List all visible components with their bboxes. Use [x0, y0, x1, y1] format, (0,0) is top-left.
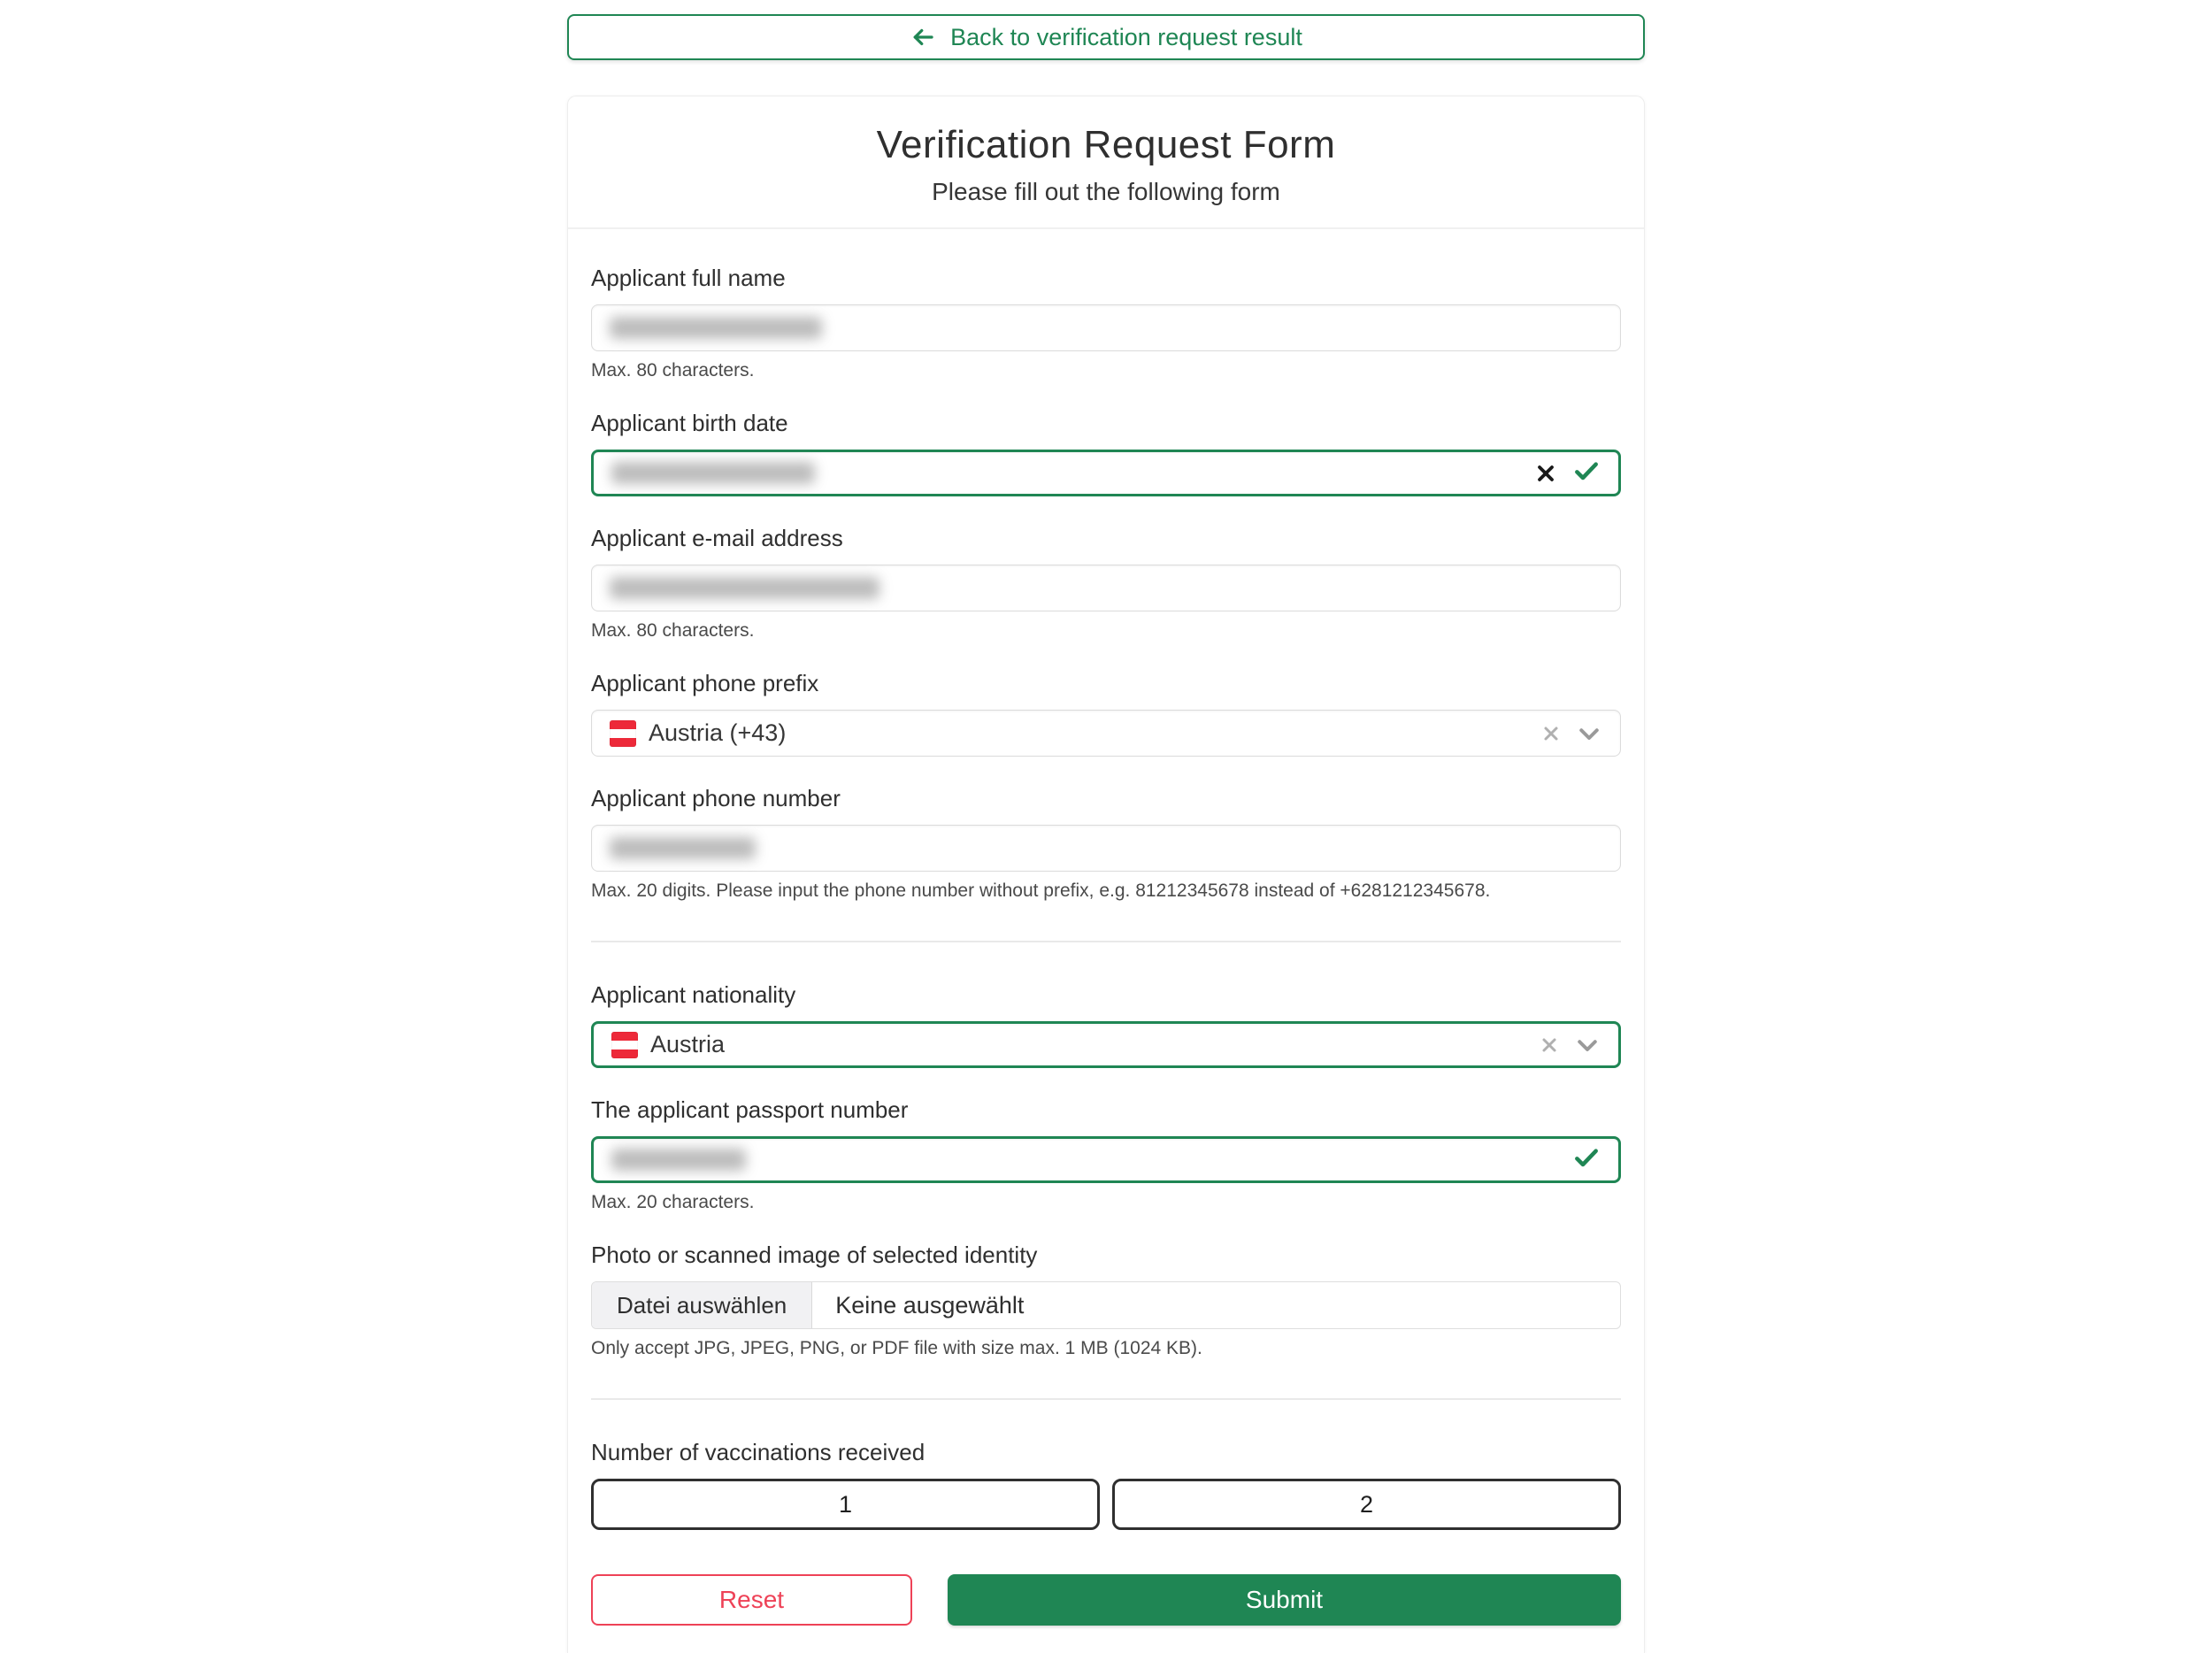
- full-name-input[interactable]: [591, 304, 1621, 351]
- passport-helper: Max. 20 characters.: [591, 1192, 755, 1212]
- field-photo-upload: [591, 1242, 1621, 1359]
- field-nationality: [591, 981, 1621, 1068]
- section-divider: [591, 941, 1621, 942]
- full-name-redacted-value: [610, 317, 822, 339]
- phone-prefix-value: Austria (+43): [649, 719, 787, 746]
- email-redacted-value: [610, 577, 879, 599]
- form-header: [568, 96, 1644, 229]
- field-vaccinations: [591, 1439, 1621, 1530]
- form-actions: [591, 1574, 1621, 1626]
- field-phone-prefix: [591, 670, 1621, 757]
- field-birth-date: [591, 410, 1621, 496]
- vaccinations-option-1[interactable]: [591, 1479, 1100, 1530]
- email-label: Applicant e-mail address: [591, 525, 843, 551]
- field-passport: [591, 1096, 1621, 1213]
- phone-number-helper: Max. 20 digits. Please input the phone number without prefix, e.g. 81212345678 instead of +6281212345678.: [591, 880, 1491, 901]
- vaccinations-label: Number of vaccinations received: [591, 1439, 926, 1465]
- phone-prefix-label: Applicant phone prefix: [591, 670, 819, 696]
- email-helper: Max. 80 characters.: [591, 620, 755, 641]
- form-title: Verification Request Form: [876, 123, 1336, 166]
- passport-label: The applicant passport number: [591, 1096, 909, 1123]
- nationality-select[interactable]: [591, 1021, 1621, 1068]
- birth-date-label: Applicant birth date: [591, 410, 788, 436]
- back-button-label: Back to verification request result: [950, 23, 1302, 50]
- phone-prefix-clear-icon[interactable]: [1540, 723, 1562, 744]
- back-button[interactable]: [567, 14, 1645, 60]
- photo-upload-helper: Only accept JPG, JPEG, PNG, or PDF file with size max. 1 MB (1024 KB).: [591, 1338, 1202, 1358]
- birth-date-valid-check-icon: [1572, 457, 1601, 489]
- photo-upload-label: Photo or scanned image of selected identity: [591, 1242, 1038, 1268]
- file-status-text: Keine ausgewählt: [835, 1291, 1025, 1319]
- vaccinations-option-2[interactable]: [1112, 1479, 1621, 1530]
- nationality-chevron-down-icon[interactable]: [1574, 1032, 1601, 1058]
- birth-date-input[interactable]: [591, 450, 1621, 496]
- field-email: [591, 525, 1621, 642]
- nationality-clear-icon[interactable]: [1539, 1034, 1560, 1056]
- nationality-label: Applicant nationality: [591, 981, 796, 1008]
- phone-number-redacted-value: [610, 837, 756, 859]
- vaccinations-options: [591, 1479, 1621, 1530]
- austria-flag-icon: [610, 720, 636, 747]
- photo-file-input[interactable]: [591, 1281, 1621, 1329]
- phone-prefix-chevron-down-icon[interactable]: [1576, 720, 1602, 747]
- vaccinations-option-2-label: 2: [1359, 1490, 1374, 1518]
- submit-button[interactable]: Submit: [948, 1574, 1621, 1626]
- full-name-helper: Max. 80 characters.: [591, 360, 755, 381]
- passport-redacted-value: [611, 1149, 746, 1171]
- austria-flag-icon: [611, 1032, 638, 1058]
- email-input[interactable]: [591, 565, 1621, 611]
- phone-prefix-select[interactable]: [591, 710, 1621, 757]
- form-body: [568, 229, 1644, 1626]
- passport-input[interactable]: [591, 1136, 1621, 1183]
- arrow-left-icon: [910, 24, 936, 50]
- phone-number-label: Applicant phone number: [591, 785, 841, 811]
- field-phone-number: [591, 785, 1621, 902]
- form-subtitle: Please fill out the following form: [932, 178, 1280, 205]
- birth-date-clear-icon[interactable]: [1533, 461, 1558, 486]
- nationality-value: Austria: [650, 1031, 726, 1057]
- birth-date-redacted-value: [611, 462, 815, 484]
- field-full-name: [591, 265, 1621, 381]
- phone-number-input[interactable]: [591, 825, 1621, 872]
- verification-form-card: [567, 96, 1645, 1653]
- passport-valid-check-icon: [1572, 1143, 1601, 1176]
- vaccinations-option-1-label: 1: [838, 1490, 853, 1518]
- section-divider: [591, 1398, 1621, 1400]
- choose-file-button[interactable]: Datei auswählen: [592, 1282, 812, 1328]
- page-container: [567, 14, 1645, 1653]
- full-name-label: Applicant full name: [591, 265, 786, 291]
- reset-button[interactable]: Reset: [591, 1574, 912, 1626]
